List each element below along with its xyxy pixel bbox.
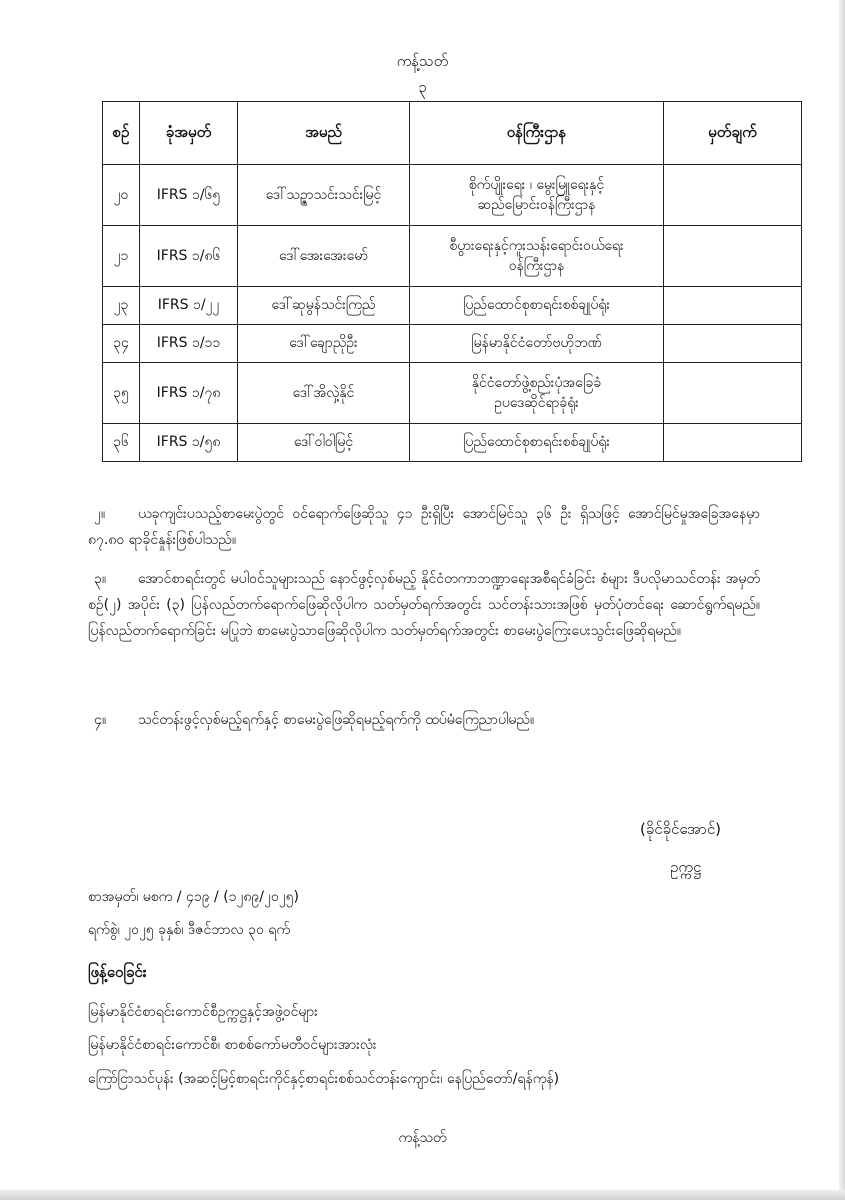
table-row (103, 165, 802, 226)
column-header-roll: ခုံအမှတ် (140, 102, 238, 165)
cell-no: ၃၅ (103, 363, 140, 424)
cell-name: ဒေါ်အိလှဲ့နိုင် (238, 363, 410, 424)
cell-remark (664, 226, 802, 287)
cell-roll: IFRS ၁/၁၁ (140, 325, 238, 363)
paragraph-text: ယခုကျင်းပသည့်စာမေးပွဲတွင် ဝင်ရောက်ဖြေဆိုသူ ၄၁ ဦးရှိပြီး အောင်မြင်သူ ၃၆ ဦး ရှိသဖြင့် အောင်မြင်မှုအခြေအနေမှာ ၈၇.၈၀ ရာခိုင်နှုန်းဖြစ်ပါသည်။ (88, 506, 760, 548)
paragraph-4 (88, 707, 760, 733)
paragraph-number: ၄။ (94, 712, 107, 728)
cell-no: ၂၃ (103, 287, 140, 325)
cell-no: ၂၀ (103, 165, 140, 226)
ministry-line: ဆည်မြောင်းဝန်ကြီးဌာန (477, 197, 596, 213)
cell-name: ဒေါ်သဉ္ဇာသင်းသင်းမြင့် (238, 165, 410, 226)
table-row (103, 287, 802, 325)
cell-name: ဒေါ်အေးအေးမော် (238, 226, 410, 287)
cell-name: ဒေါ်ချောညိုဦး (238, 325, 410, 363)
classification-header: ကန့်သတ် (396, 52, 449, 70)
table-row (103, 325, 802, 363)
results-table (102, 101, 802, 462)
cell-roll: IFRS ၁/၆၅ (140, 165, 238, 226)
cell-ministry: ပြည်ထောင်စုစာရင်းစစ်ချုပ်ရုံး (410, 287, 664, 325)
classification-footer: ကန့်သတ် (398, 1130, 447, 1146)
cell-remark (664, 424, 802, 462)
table-row (103, 363, 802, 424)
distribution-heading: ဖြန့်ဝေခြင်း (88, 963, 147, 981)
paragraph-3 (88, 566, 760, 644)
distribution-item: ကြော်ငြာသင်ပုန်း (အဆင့်မြင့်စာရင်းကိုင်နှင့်စာရင်းစစ်သင်တန်းကျောင်း၊ နေပြည်တော်/ရန်ကုန်) (88, 1071, 560, 1087)
cell-name: ဒေါ်ဆုမွန်သင်းကြည် (238, 287, 410, 325)
ministry-line: စီပွားရေးနှင့်ကူးသန်းရောင်းဝယ်ရေး (449, 237, 624, 254)
cell-ministry (410, 226, 664, 287)
reference-number: စာအမှတ်၊ မစက / ၄၁၉ / (၁၂၈၉/၂၀၂၅) (88, 889, 299, 905)
cell-no: ၃၄ (103, 325, 140, 363)
cell-name: ဒေါ်ဝါဝါမြင့် (238, 424, 410, 462)
page-number: ၃ (418, 78, 427, 96)
scan-edge-shadow (839, 0, 845, 1200)
cell-ministry (410, 363, 664, 424)
signatory-name: (ခိုင်ခိုင်အောင်) (640, 820, 722, 838)
table-row (103, 424, 802, 462)
table-header-row (103, 102, 802, 165)
paragraph-text: အောင်စာရင်းတွင် မပါဝင်သူများသည် နောင်ဖွင့်လှစ်မည့် နိုင်ငံတကာဘဏ္ဍာရေးအစီရင်ခံခြင်း စံများ ဒီပလိုမာသင်တန်း အမှတ်စဉ်(၂) အပိုင်း (၃) ပြန်လည်တက်ရောက်ဖြေဆိုလိုပါက သတ်မှတ်ရက်အတွင်း သင်တန်းသားအဖြစ် မှတ်ပုံတင်ရေး ဆောင်ရွက်ရမည်။ ပြန်လည်တက်ရောက်ခြင်း မပြုဘဲ စာမေးပွဲသာဖြေဆိုလိုပါက သတ်မှတ်ရက်အတွင်း စာမေးပွဲကြေးပေးသွင်းဖြေဆိုရမည်။ (88, 571, 760, 639)
table-row (103, 226, 802, 287)
cell-roll: IFRS ၁/၅၈ (140, 424, 238, 462)
paragraph-number: ၂။ (94, 506, 106, 522)
column-header-remark: မှတ်ချက် (664, 102, 802, 165)
ministry-line: ဝန်ကြီးဌာန (508, 258, 565, 274)
cell-ministry (410, 165, 664, 226)
scan-bottom-shadow (0, 1190, 845, 1200)
column-header-ministry: ဝန်ကြီးဌာန (410, 102, 664, 165)
cell-no: ၃၆ (103, 424, 140, 462)
paragraph-text: သင်တန်းဖွင့်လှစ်မည့်ရက်နှင့် စာမေးပွဲဖြေဆိုရမည့်ရက်ကို ထပ်မံကြေညာပါမည်။ (138, 712, 535, 728)
cell-ministry: မြန်မာနိုင်ငံတော်ဗဟိုဘဏ် (410, 325, 664, 363)
cell-ministry: ပြည်ထောင်စုစာရင်းစစ်ချုပ်ရုံး (410, 424, 664, 462)
paragraph-2 (88, 501, 760, 553)
distribution-item: မြန်မာနိုင်ငံစာရင်းကောင်စီ၊ စာစစ်ကော်မတီဝင်များအားလုံး (88, 1037, 377, 1053)
cell-remark (664, 325, 802, 363)
ministry-line: နိုင်ငံတော်ဖွဲ့စည်းပုံအခြေခံ (471, 374, 602, 391)
cell-roll: IFRS ၁/၈၆ (140, 226, 238, 287)
column-header-no: စဉ် (103, 102, 140, 165)
cell-remark (664, 287, 802, 325)
reference-date: ရက်စွဲ၊ ၂၀၂၅ ခုနှစ်၊ ဒီဇင်ဘာလ ၃၀ ရက် (88, 922, 291, 938)
distribution-item: မြန်မာနိုင်ငံစာရင်းကောင်စီဥက္ကဋ္ဌနှင့်အဖွဲ့ဝင်များ (88, 1004, 318, 1020)
cell-roll: IFRS ၁/၇၈ (140, 363, 238, 424)
ministry-line: စိုက်ပျိုးရေး ၊ မွေးမြူရေးနှင့် (468, 176, 605, 193)
signatory-title: ဥက္ကဋ္ဌ (670, 858, 702, 876)
cell-remark (664, 363, 802, 424)
column-header-name: အမည် (238, 102, 410, 165)
cell-no: ၂၁ (103, 226, 140, 287)
paragraph-number: ၃။ (94, 571, 107, 587)
cell-roll: IFRS ၁/၂၂ (140, 287, 238, 325)
cell-remark (664, 165, 802, 226)
ministry-line: ဥပဒေဆိုင်ရာခုံရုံး (494, 395, 579, 411)
